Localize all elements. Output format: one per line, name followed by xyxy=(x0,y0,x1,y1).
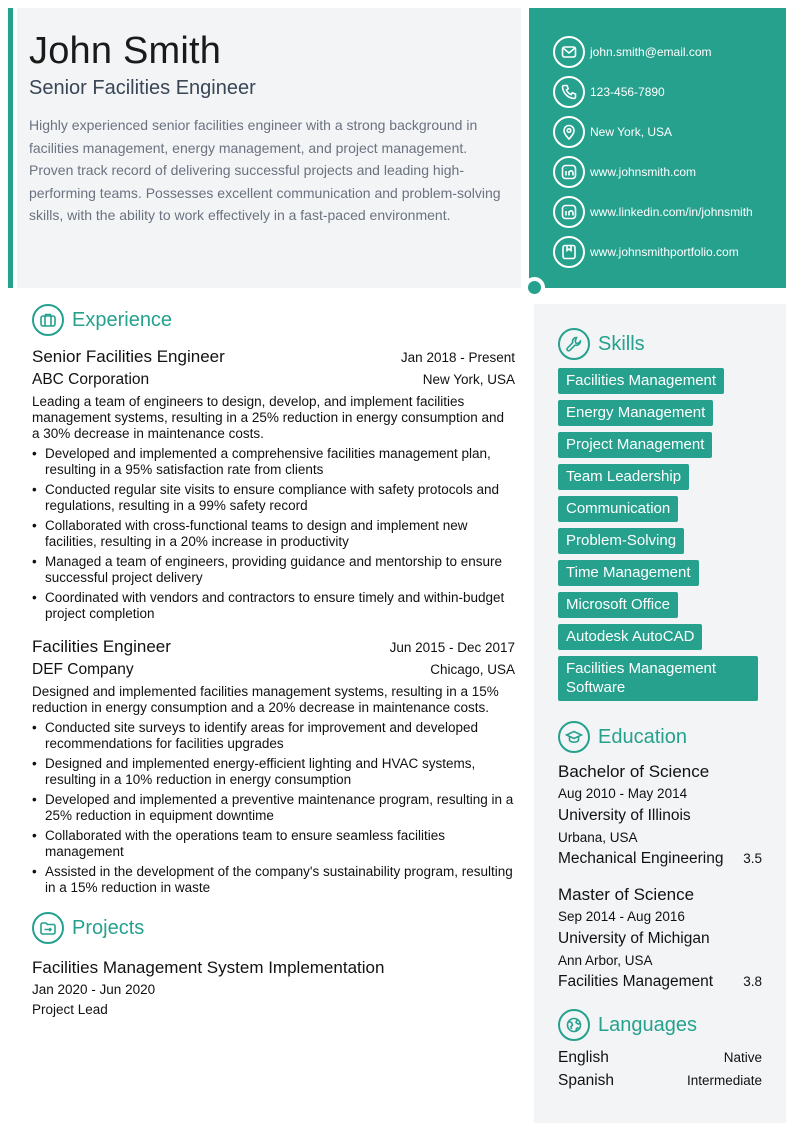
edu-dates: Aug 2010 - May 2014 xyxy=(558,786,688,801)
languages-heading xyxy=(558,1009,762,1041)
contact-linkedin[interactable] xyxy=(553,192,786,232)
email-icon xyxy=(553,36,585,68)
skill-tag: Project Management xyxy=(558,432,712,458)
job-role: Senior Facilities Engineer xyxy=(32,347,225,366)
project-dates: Jan 2020 - Jun 2020 xyxy=(32,982,156,997)
achievement-item: • Conducted site surveys to identify areas for improvement and developed recommendations for facilities upgrades xyxy=(32,720,515,752)
sidebar xyxy=(534,304,786,1123)
achievement-item: • Collaborated with cross-functional teams to design and implement new facilities, resulting in a 20% increase in productivity xyxy=(32,518,515,550)
education-heading xyxy=(558,721,762,753)
job-description: Leading a team of engineers to design, develop, and implement facilities management systems, resulting in a 25% reduction in energy consumption and a 30% decrease in maintenance costs. xyxy=(32,394,505,441)
job-company: ABC Corporation xyxy=(32,371,150,388)
contact-panel xyxy=(529,8,786,288)
education-title: Education xyxy=(598,725,687,748)
accent-bar xyxy=(8,8,13,288)
languages-title: Languages xyxy=(598,1013,697,1036)
edu-dates: Sep 2014 - Aug 2016 xyxy=(558,909,685,924)
skill-tag: Time Management xyxy=(558,560,699,586)
language-list xyxy=(558,1049,762,1095)
edu-gpa: 3.8 xyxy=(743,974,762,989)
contact-phone-text: 123-456-7890 xyxy=(590,85,665,99)
contact-phone[interactable] xyxy=(553,72,786,112)
folder-icon xyxy=(32,912,64,944)
job-entry xyxy=(32,636,515,896)
projects-heading xyxy=(32,912,515,944)
contact-location-text: New York, USA xyxy=(590,125,673,139)
skill-tag: Facilities Management Software xyxy=(558,656,758,701)
skill-tag: Communication xyxy=(558,496,678,522)
portfolio-icon xyxy=(553,236,585,268)
education-entry xyxy=(558,884,762,993)
skill-tag: Team Leadership xyxy=(558,464,689,490)
job-dates: Jan 2018 - Present xyxy=(400,350,515,365)
contact-email[interactable] xyxy=(553,32,786,72)
skill-tag: Problem-Solving xyxy=(558,528,684,554)
contact-portfolio[interactable] xyxy=(553,232,786,272)
linkedin-icon xyxy=(553,196,585,228)
job-description: Designed and implemented facilities management systems, resulting in a 15% reduction in energy consumption and a 20% decrease in maintenance costs. xyxy=(32,684,499,715)
contact-linkedin-text: www.linkedin.com/in/johnsmith xyxy=(590,205,753,219)
language-row xyxy=(558,1072,762,1095)
edu-degree: Master of Science xyxy=(558,885,695,904)
edu-school: University of Michigan xyxy=(558,930,710,947)
languages-section xyxy=(558,1009,762,1095)
candidate-title: Senior Facilities Engineer xyxy=(29,77,256,99)
skills-heading xyxy=(558,328,762,360)
candidate-name: John Smith xyxy=(29,30,222,72)
project-role: Project Lead xyxy=(32,1002,108,1017)
graduation-cap-icon xyxy=(558,721,590,753)
edu-gpa: 3.5 xyxy=(743,851,762,866)
achievement-item: • Assisted in the development of the company's sustainability program, resulting in a 15% reduction in waste xyxy=(32,864,515,896)
contact-website[interactable] xyxy=(553,152,786,192)
edu-field: Facilities Management xyxy=(558,973,714,990)
job-dates: Jun 2015 - Dec 2017 xyxy=(389,640,515,655)
projects-title: Projects xyxy=(72,916,145,939)
experience-section xyxy=(32,304,515,896)
divider-dot xyxy=(524,277,545,298)
achievement-item: • Conducted regular site visits to ensure compliance with safety protocols and regulations, resulting in a 99% safety record xyxy=(32,482,515,514)
edu-field: Mechanical Engineering xyxy=(558,850,724,867)
briefcase-icon xyxy=(32,304,64,336)
language-row xyxy=(558,1049,762,1072)
phone-icon xyxy=(553,76,585,108)
job-location: Chicago, USA xyxy=(430,662,515,677)
globe-icon xyxy=(558,1009,590,1041)
job-location: New York, USA xyxy=(422,372,515,387)
job-achievements xyxy=(32,446,515,622)
contact-email-text: john.smith@email.com xyxy=(590,45,712,59)
contact-website-text: www.johnsmith.com xyxy=(590,165,697,179)
skills-section xyxy=(558,328,762,707)
edu-city: Ann Arbor, USA xyxy=(558,953,653,968)
edu-city: Urbana, USA xyxy=(558,830,638,845)
language-name: English xyxy=(558,1049,609,1066)
job-company: DEF Company xyxy=(32,661,134,678)
main-column xyxy=(32,304,515,1020)
linkedin-icon xyxy=(553,156,585,188)
experience-heading xyxy=(32,304,515,336)
language-level: Native xyxy=(723,1050,762,1065)
education-entry xyxy=(558,761,762,870)
language-name: Spanish xyxy=(558,1072,615,1089)
project-name: Facilities Management System Implementation xyxy=(32,958,385,977)
achievement-item: • Designed and implemented energy-efficient lighting and HVAC systems, resulting in a 10% reduction in energy consumption xyxy=(32,756,515,788)
job-achievements xyxy=(32,720,515,896)
skill-tag: Energy Management xyxy=(558,400,713,426)
language-level: Intermediate xyxy=(686,1073,762,1088)
skill-tag: Autodesk AutoCAD xyxy=(558,624,702,650)
projects-section xyxy=(32,912,515,1020)
skill-tag: Microsoft Office xyxy=(558,592,678,618)
location-icon xyxy=(553,116,585,148)
education-section xyxy=(558,721,762,993)
achievement-item: • Coordinated with vendors and contractors to ensure timely and within-budget project completion xyxy=(32,590,515,622)
skill-tag: Facilities Management xyxy=(558,368,724,394)
achievement-item: • Managed a team of engineers, providing guidance and mentorship to ensure successful project delivery xyxy=(32,554,515,586)
edu-school: University of Illinois xyxy=(558,807,691,824)
job-role: Facilities Engineer xyxy=(32,637,171,656)
achievement-item: • Collaborated with the operations team to ensure seamless facilities management xyxy=(32,828,515,860)
edu-degree: Bachelor of Science xyxy=(558,762,710,781)
skill-list xyxy=(558,368,762,707)
professional-summary: Highly experienced senior facilities engineer with a strong background in facilities management, energy management, and project management. Proven track record of delivering successful projects and leading high-performing teams. Possesses excellent communication and problem-solving skills, with the ability to work effectively in a fast-paced environment. xyxy=(29,117,501,224)
achievement-item: • Developed and implemented a preventive maintenance program, resulting in a 25% reduction in equipment downtime xyxy=(32,792,515,824)
job-entry xyxy=(32,346,515,622)
contact-portfolio-text: www.johnsmithportfolio.com xyxy=(590,245,739,259)
contact-location xyxy=(553,112,786,152)
experience-title: Experience xyxy=(72,308,173,331)
achievement-item: • Developed and implemented a comprehensive facilities management plan, resulting in a 95% satisfaction rate from clients xyxy=(32,446,515,478)
wrench-icon xyxy=(558,328,590,360)
skills-title: Skills xyxy=(598,332,645,355)
header-summary-panel xyxy=(17,8,521,288)
